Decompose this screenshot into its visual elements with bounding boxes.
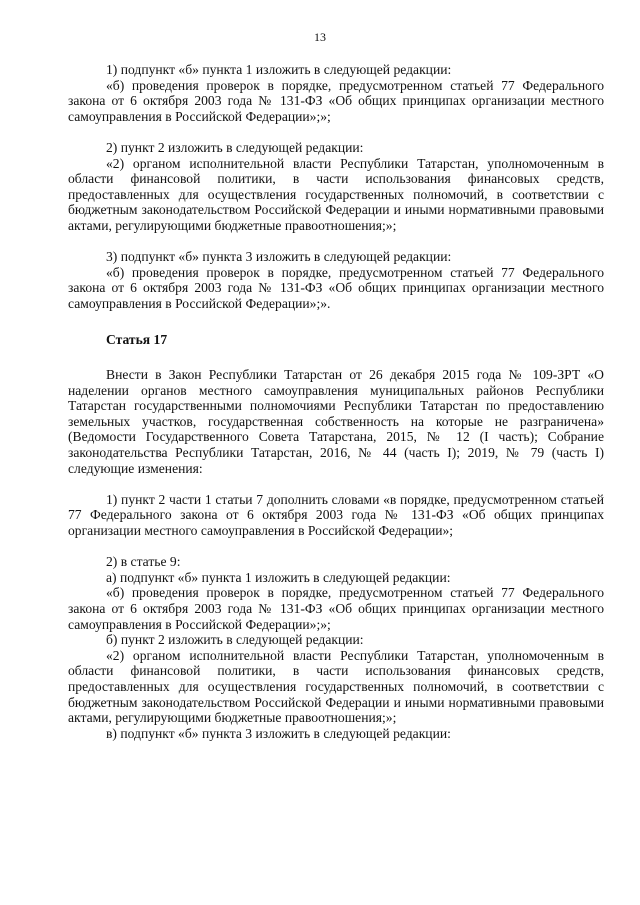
article-subitem-b: б) пункт 2 изложить в следующей редакции: bbox=[106, 632, 364, 648]
article-heading: Статья 17 bbox=[106, 331, 168, 347]
article-subitem-v: в) подпункт «б» пункта 3 изложить в следующей редакции: bbox=[106, 725, 451, 741]
paragraph-item-1-text: «б) проведения проверок в порядке, предусмотренном статьей 77 Федерального закона от 6 октября 2003 года № 131-ФЗ «Об общих принципах организации местного самоуправления в Российской Федерации»;»; bbox=[68, 77, 604, 124]
paragraph-item-3-text: «б) проведения проверок в порядке, предусмотренном статьей 77 Федерального закона от 6 октября 2003 года № 131-ФЗ «Об общих принципах организации местного самоуправления в Российской Федерации»;». bbox=[68, 264, 604, 311]
document-body bbox=[68, 62, 604, 741]
article-subitem-b-text: «2) органом исполнительной власти Республики Татарстан, уполномоченным в области финансовой политики, в части использования финансовых средств, предоставленных для осуществления государственных полномочий, в соответствии с бюджетным законодательством Российской Федерации и иными нормативными правовыми актами, регулирующими бюджетные правоотношения;»; bbox=[68, 647, 604, 726]
paragraph-item-2: 2) пункт 2 изложить в следующей редакции: bbox=[106, 139, 364, 155]
paragraph-item-3: 3) подпункт «б» пункта 3 изложить в следующей редакции: bbox=[106, 249, 452, 265]
article-item-2: 2) в статье 9: bbox=[106, 554, 181, 570]
paragraph-item-2-text: «2) органом исполнительной власти Республики Татарстан, уполномоченным в области финансовой политики, в части использования финансовых средств, предоставленных для осуществления государственных полномочий, в соответствии с бюджетным законодательством Российской Федерации и иными нормативными правовыми актами, регулирующими бюджетные правоотношения;»; bbox=[68, 155, 604, 233]
article-subitem-a: а) подпункт «б» пункта 1 изложить в следующей редакции: bbox=[106, 569, 451, 585]
article-item-1: 1) пункт 2 части 1 статьи 7 дополнить словами «в порядке, предусмотренном статьей 77 Федерального закона от 6 октября 2003 года № 131-ФЗ «Об общих принципах организации местного самоуправления в Российской Федерации»; bbox=[68, 491, 604, 539]
page-number: 13 bbox=[314, 30, 326, 44]
article-subitem-a-text: «б) проведения проверок в порядке, предусмотренном статьей 77 Федерального закона от 6 октября 2003 года № 131-ФЗ «Об общих принципах организации местного самоуправления в Российской Федерации»;»; bbox=[68, 585, 604, 632]
paragraph-item-1: 1) подпункт «б» пункта 1 изложить в следующей редакции: bbox=[106, 62, 452, 77]
article-intro: Внести в Закон Республики Татарстан от 26 декабря 2015 года № 109-ЗРТ «О наделении органов местного самоуправления муниципальных районов Республики Татарстан государственными полномочиями Республики Татарстан по предоставлению земельных участков, государственная собственность на которые не разграничена» (Ведомости Государственного Совета Татарстана, 2015, № 12 (I часть); Собрание законодательства Республики Татарстан, 2016, № 44 (часть I); 2019, № 79 (часть I) следующие изменения: bbox=[68, 367, 604, 476]
